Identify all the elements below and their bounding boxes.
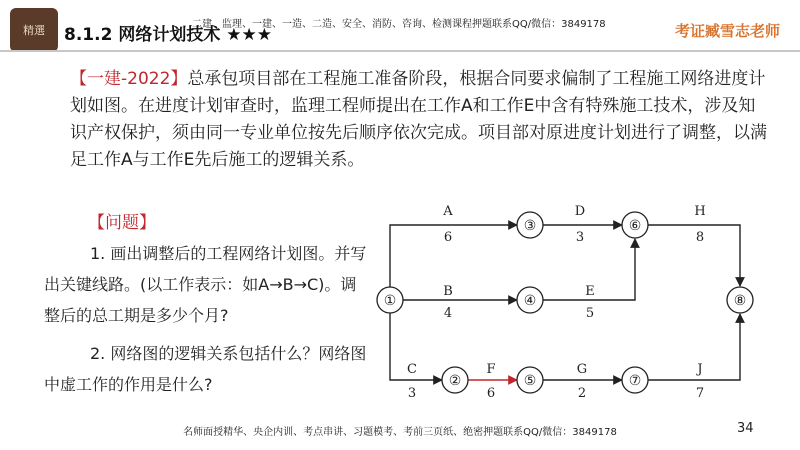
node-5 xyxy=(517,367,543,393)
problem-text: 总承包项目部在工程施工准备阶段，根据合同要求偏制了工程施工网络进度计划如图。在进度计划审查时，监理工程师提出在工作A和工作E中含有特殊施工技术，涉及知识产权保护，须由同一专业单位按先后顺序依次完成。项目部对原进度计划进行了调整，以满足工作A与工作E先后施工的逻辑关系。 xyxy=(70,69,767,170)
node-3-label: ③ xyxy=(523,218,537,234)
node-5-label: ⑤ xyxy=(523,373,537,389)
node-7-label: ⑦ xyxy=(628,373,642,389)
brand-name: 考证臧雪志老师 xyxy=(674,22,780,40)
node-6-label: ⑥ xyxy=(628,218,642,234)
activity-name-f: F xyxy=(486,362,496,377)
activity-duration-g: 2 xyxy=(577,386,587,401)
node-1-label: ① xyxy=(383,293,397,309)
activity-duration-a: 6 xyxy=(443,230,453,245)
node-3 xyxy=(517,212,543,238)
activity-duration-h: 8 xyxy=(695,230,705,245)
activity-name-e: E xyxy=(585,284,595,299)
header-divider xyxy=(0,50,800,52)
node-4 xyxy=(517,287,543,313)
node-8-label: ⑧ xyxy=(733,293,747,309)
activity-name-a: A xyxy=(443,204,453,219)
node-6 xyxy=(622,212,648,238)
activity-duration-c: 3 xyxy=(407,386,417,401)
badge-text: 精選 xyxy=(23,24,45,37)
activity-name-g: G xyxy=(576,362,588,377)
activity-name-j: J xyxy=(697,362,703,377)
section-title: 8.1.2 网络计划技术 ★★★ xyxy=(64,25,272,45)
activity-duration-b: 4 xyxy=(443,306,453,321)
page-number: 34 xyxy=(737,421,754,436)
activity-duration-f: 6 xyxy=(486,386,496,401)
node-4-label: ④ xyxy=(523,293,537,309)
edge-7-8 xyxy=(648,314,740,380)
node-2-label: ② xyxy=(448,373,462,389)
footer-text: 名师面授精华、央企内训、考点串讲、习题模考、考前三页纸、绝密押题联系QQ/微信：3849178 xyxy=(183,427,617,438)
activity-name-c: C xyxy=(407,362,417,377)
logo-badge xyxy=(10,8,58,52)
edge-6-8 xyxy=(648,225,740,286)
problem-paragraph xyxy=(70,66,770,174)
activity-duration-d: 3 xyxy=(575,230,585,245)
edge-1-3 xyxy=(390,225,517,287)
activity-name-d: D xyxy=(574,204,586,219)
node-8 xyxy=(727,287,753,313)
question-2: 2. 网络图的逻辑关系包括什么？网络图中虚工作的作用是什么? xyxy=(44,344,367,394)
node-7 xyxy=(622,367,648,393)
activity-duration-e: 5 xyxy=(585,306,595,321)
activity-name-h: H xyxy=(694,204,706,219)
network-diagram xyxy=(360,195,780,410)
activity-duration-j: 7 xyxy=(695,386,705,401)
question-1: 1. 画出调整后的工程网络计划图。并写出关键线路。(以工作表示：如A→B→C)。调整后的总工期是多少个月? xyxy=(44,244,367,325)
node-1 xyxy=(377,287,403,313)
top-banner: 二建、监理、一建、一造、二造、安全、消防、咨询、检测课程押题联系QQ/微信：3849178 xyxy=(192,19,606,30)
question-tag: 【问题】 xyxy=(88,213,156,233)
node-2 xyxy=(442,367,468,393)
exam-tag: 【一建-2022】 xyxy=(70,69,188,89)
activity-name-b: B xyxy=(443,284,453,299)
